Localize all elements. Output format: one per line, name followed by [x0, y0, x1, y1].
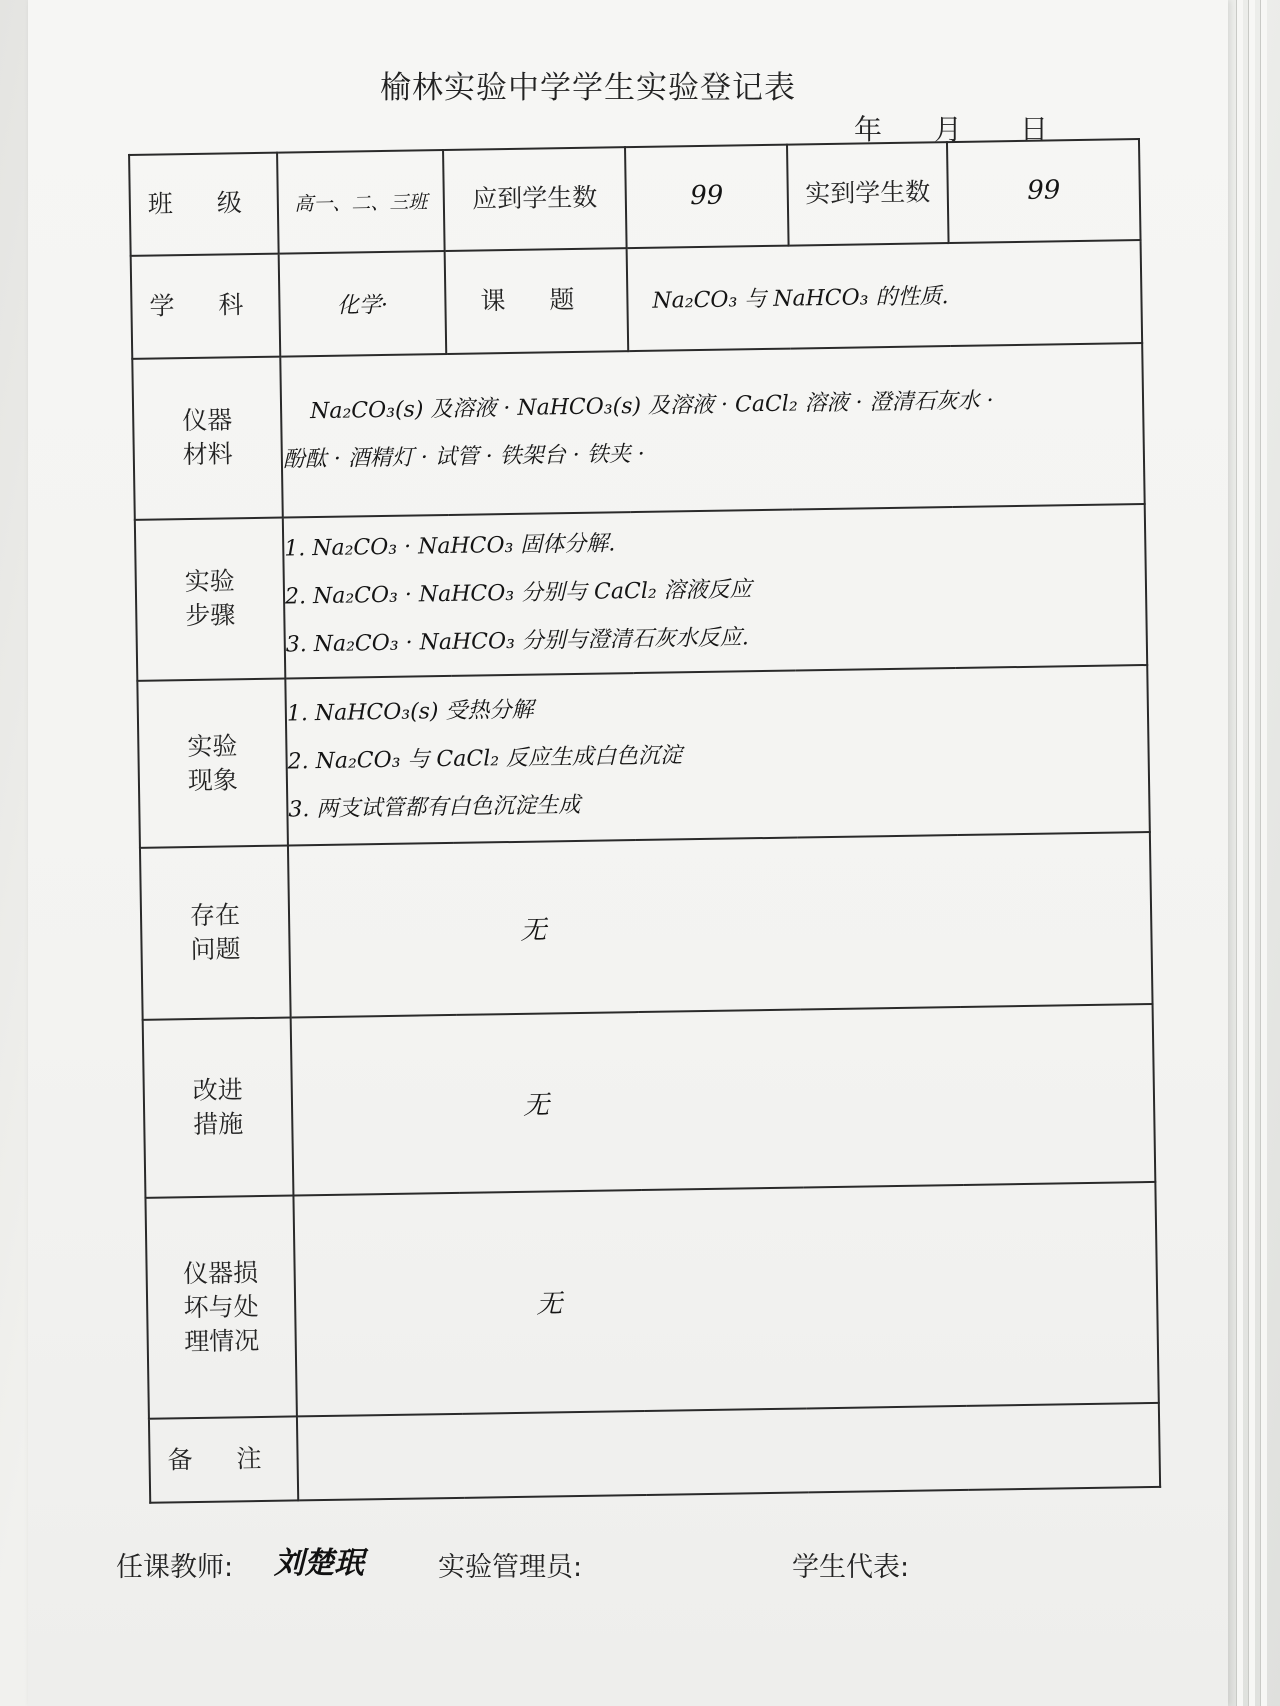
row-materials [132, 343, 1144, 520]
form-title: 榆林实验中学学生实验登记表 [380, 70, 796, 106]
improvements-label-line: 措施 [193, 1109, 244, 1140]
damage-label [145, 1196, 296, 1419]
steps-value [283, 504, 1147, 679]
problems-label-line: 存在 [189, 900, 241, 931]
problems-value: 无 [288, 832, 1153, 1017]
phenomena-label-line: 实验 [187, 730, 238, 761]
date-day-label: 日 [1020, 113, 1049, 146]
subject-value: 化学· [279, 251, 447, 357]
row-subject [131, 240, 1142, 359]
phenomena-label-line: 现象 [187, 764, 239, 795]
row-improvements [143, 1004, 1156, 1198]
teacher-signature: 刘楚珉 [274, 1546, 364, 1581]
row-phenomena [137, 665, 1150, 848]
registration-sheet [28, 0, 1228, 1706]
expected-students-label: 应到学生数 [443, 147, 627, 251]
materials-label-line: 材料 [182, 439, 234, 470]
topic-label: 课 题 [480, 285, 593, 316]
problems-label-line: 问题 [190, 934, 241, 965]
phenomenon-line: 1. NaHCO₃(s) 受热分解 [286, 697, 534, 727]
row-problems [140, 832, 1153, 1020]
materials-label [132, 356, 283, 519]
improvements-label [143, 1018, 294, 1198]
materials-line: 酚酞 · 酒精灯 · 试管 · 铁架台 · 铁夹 · [282, 442, 645, 473]
actual-students-value: 99 [947, 139, 1141, 243]
step-line: 2. Na₂CO₃ · NaHCO₃ 分别与 CaCl₂ 溶液反应 [284, 577, 752, 610]
damage-value: 无 [293, 1182, 1158, 1417]
problems-label [140, 846, 291, 1020]
improvements-label-line: 改进 [192, 1075, 244, 1106]
teacher-label: 任课教师: [116, 1552, 234, 1583]
class-value: 高一、二、三班 [277, 150, 445, 253]
notes-label-cell [149, 1417, 298, 1503]
actual-students-label: 实到学生数 [787, 142, 949, 245]
registration-table [128, 138, 1161, 1504]
phenomenon-line: 3. 两支试管都有白色沉淀生成 [288, 792, 581, 823]
step-line: 1. Na₂CO₃ · NaHCO₃ 固体分解. [284, 531, 616, 562]
damage-label-line: 坏与处 [183, 1291, 259, 1322]
steps-label-line: 步骤 [185, 600, 236, 631]
notes-label: 备 注 [167, 1443, 280, 1475]
topic-value: Na₂CO₃ 与 NaHCO₃ 的性质. [627, 240, 1143, 351]
materials-label-line: 仪器 [182, 405, 233, 436]
class-label: 班 级 [147, 188, 261, 220]
student-rep-label: 学生代表: [792, 1552, 910, 1583]
subject-label-cell [131, 253, 281, 358]
paper-edge [1248, 0, 1255, 1706]
lab-admin-label: 实验管理员: [438, 1552, 583, 1583]
improvements-value: 无 [291, 1004, 1156, 1196]
phenomenon-line: 2. Na₂CO₃ 与 CaCl₂ 反应生成白色沉淀 [287, 742, 683, 775]
topic-label-cell [445, 248, 629, 354]
phenomena-value [285, 665, 1150, 846]
paper-edge [1260, 0, 1267, 1706]
phenomena-label [137, 678, 288, 848]
date-year-label: 年 [854, 113, 883, 146]
steps-label-line: 实验 [184, 566, 236, 597]
materials-line: Na₂CO₃(s) 及溶液 · NaHCO₃(s) 及溶液 · CaCl₂ 溶液 · 澄清石灰水 · [309, 388, 994, 425]
row-damage [145, 1182, 1158, 1419]
class-label-cell [129, 153, 279, 256]
damage-label-line: 仪器损 [182, 1257, 259, 1288]
row-class [129, 139, 1140, 256]
notes-value [297, 1403, 1160, 1500]
subject-label: 学 科 [149, 290, 262, 322]
steps-label [135, 517, 286, 680]
paper-edge [1236, 0, 1243, 1706]
step-line: 3. Na₂CO₃ · NaHCO₃ 分别与澄清石灰水反应. [285, 625, 750, 658]
damage-label-line: 理情况 [183, 1325, 260, 1356]
materials-value [280, 343, 1144, 518]
row-steps [135, 504, 1147, 681]
row-notes [149, 1403, 1160, 1503]
date-month-label: 月 [934, 113, 963, 146]
expected-students-value: 99 [625, 145, 789, 248]
